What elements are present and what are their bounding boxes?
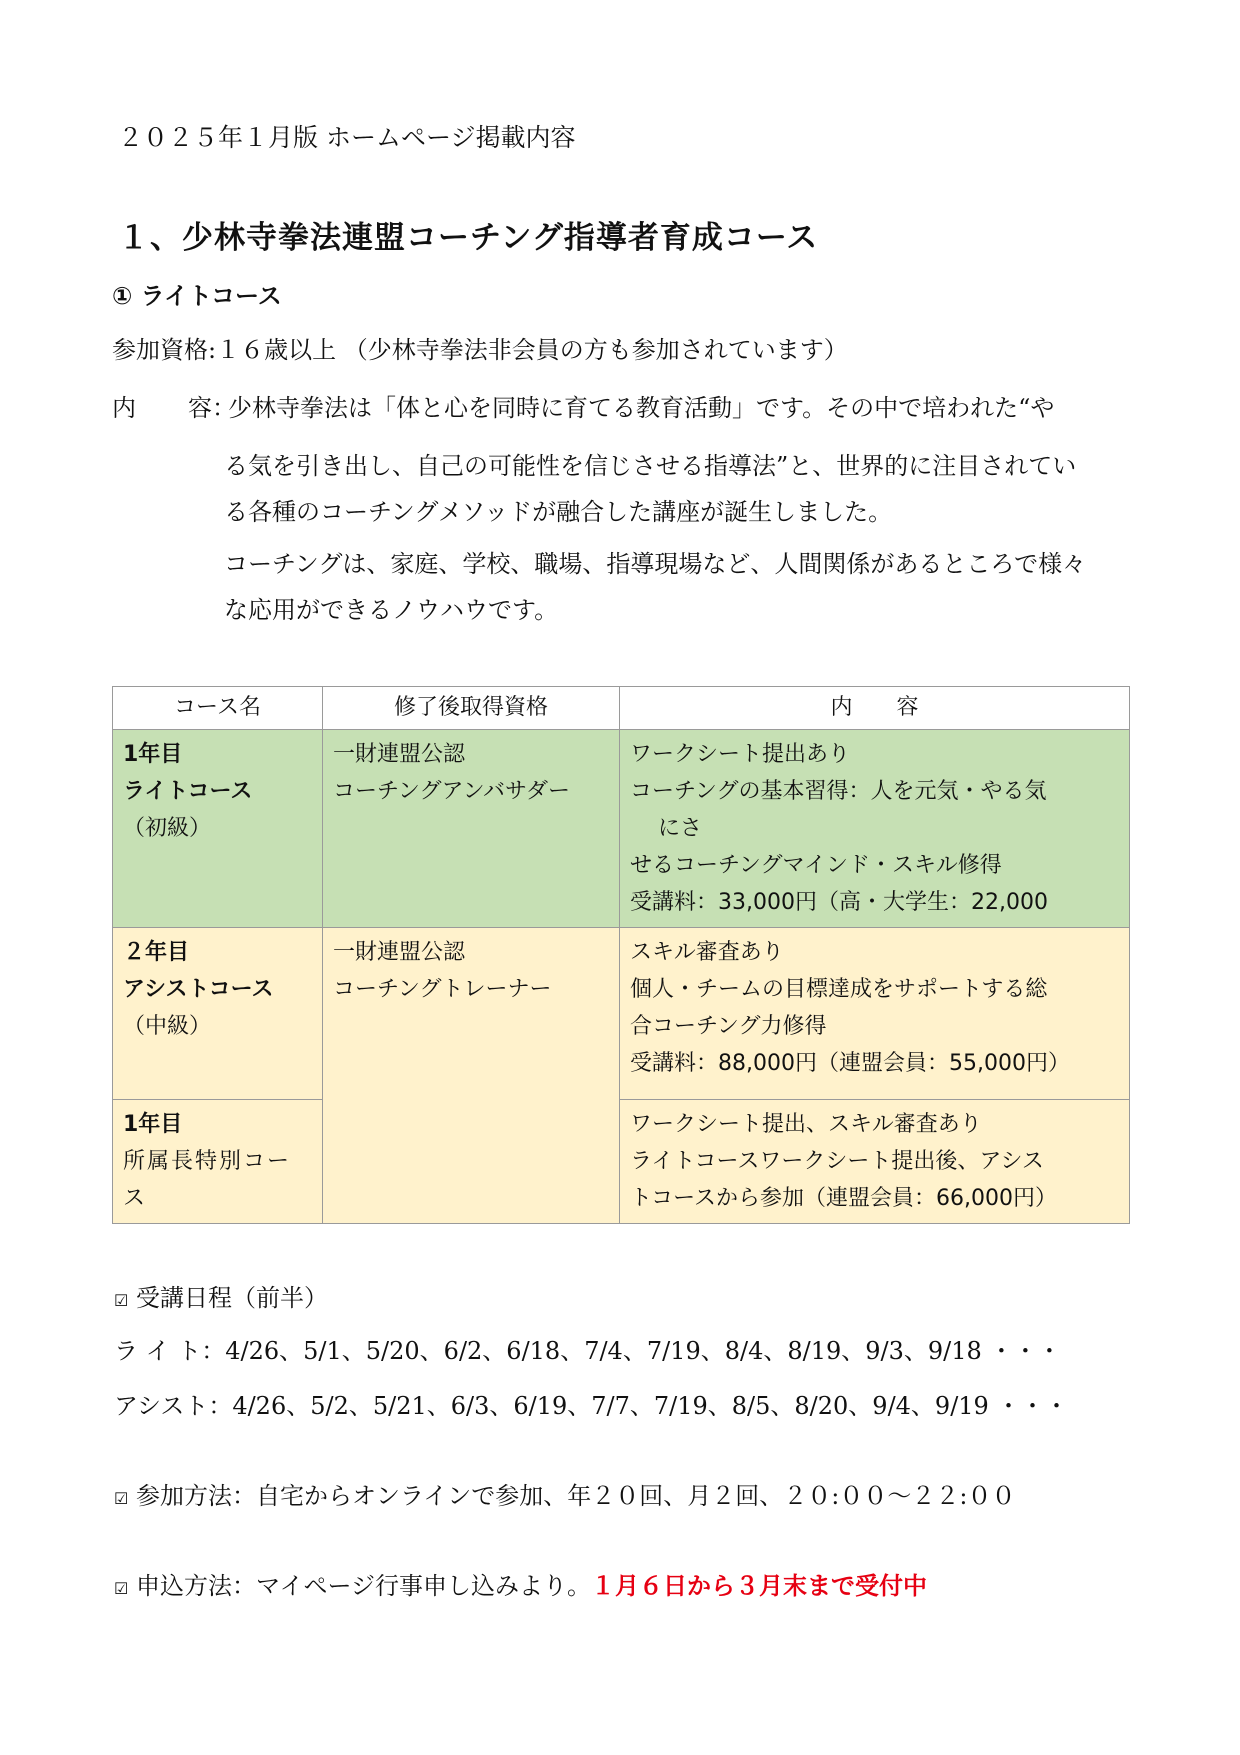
- eligibility-text: 参加資格:１６歳以上 （少林寺拳法非会員の方も参加されています）: [112, 336, 848, 364]
- content-line: な応用ができるノウハウです。: [224, 596, 559, 624]
- schedule-assist-dates: 4/26、5/2、5/21、6/3、6/19、7/7、7/19、8/5、8/20、9/4、9/19 ・・・: [232, 1392, 1069, 1420]
- course-table: [112, 686, 1130, 1224]
- course-name: アシストコース: [123, 977, 274, 1002]
- course-year: 1年目: [123, 742, 183, 767]
- content-line: コーチングは、家庭、学校、職場、指導現場など、人間関係があるところで様々: [224, 550, 1087, 578]
- course-name-cell: [113, 1100, 323, 1224]
- course-name-cell: [113, 928, 323, 1100]
- schedule-assist-label: アシスト：: [114, 1392, 233, 1420]
- course-level: （中級）: [123, 1014, 212, 1039]
- table-header-row: [113, 687, 1130, 730]
- course-year: 1年目: [123, 1112, 183, 1137]
- details-line: 受講料：33,000円（高・大学生：22,000: [630, 890, 1048, 915]
- content-label: [112, 388, 236, 423]
- application-method: [114, 1566, 927, 1601]
- participation-text: 参加方法：自宅からオンラインで参加、年２０回、月２回、２０:００～２２:００: [136, 1482, 1016, 1510]
- subsection-title: ① ライトコース: [112, 282, 282, 310]
- qualification-line: 一財連盟公認: [333, 940, 466, 965]
- course-level: （初級）: [123, 816, 212, 841]
- content-label-left: 内: [112, 394, 136, 422]
- schedule-light-dates: 4/26、5/1、5/20、6/2、6/18、7/4、7/19、8/4、8/19、9/3、9/18 ・・・: [225, 1337, 1062, 1365]
- section-title: １、少林寺拳法連盟コーチング指導者育成コース: [118, 220, 819, 256]
- content-line: る気を引き出し、自己の可能性を信じさせる指導法”と、世界的に注目されてい: [224, 452, 1077, 480]
- content-line: る各種のコーチングメソッドが融合した講座が誕生しました。: [224, 498, 893, 526]
- details-line: 合コーチング力修得: [630, 1014, 827, 1039]
- details-line: スキル審査あり: [630, 940, 784, 965]
- details-line-text: にさ: [658, 816, 703, 841]
- schedule-assist: [114, 1386, 1068, 1421]
- schedule-light-label: ラ イ ト：: [114, 1337, 226, 1365]
- application-text: 申込方法：マイページ行事申し込みより。: [136, 1572, 592, 1600]
- participation-method: [114, 1476, 1015, 1511]
- course-name: ライトコース: [123, 779, 253, 804]
- details-line: せるコーチングマインド・スキル修得: [630, 853, 1002, 878]
- course-name: 所属長特別コー: [123, 1149, 292, 1174]
- table-row: [113, 928, 1130, 1100]
- table-row: [113, 730, 1130, 928]
- details-cell: [620, 730, 1130, 928]
- qualification-cell: [323, 730, 620, 928]
- details-line: トコースから参加（連盟会員：66,000円）: [630, 1186, 1057, 1211]
- details-line: ワークシート提出、スキル審査あり: [630, 1112, 982, 1137]
- details-line: 受講料：88,000円（連盟会員：55,000円）: [630, 1051, 1070, 1076]
- checkbox-icon: ☑: [114, 1489, 129, 1508]
- qualification-line: コーチングトレーナー: [333, 977, 552, 1002]
- details-line: [630, 810, 1119, 847]
- qualification-line: 一財連盟公認: [333, 742, 466, 767]
- column-header-content: 内 容: [620, 687, 1130, 730]
- details-cell: [620, 928, 1130, 1100]
- schedule-title: [114, 1278, 328, 1313]
- checkbox-icon: ☑: [114, 1291, 129, 1310]
- details-line: コーチングの基本習得：人を元気・やる気: [630, 779, 1047, 804]
- details-line: 個人・チームの目標達成をサポートする総: [630, 977, 1048, 1002]
- table-row: [113, 1100, 1130, 1224]
- qualification-cell: [323, 928, 620, 1224]
- page-header: ２０２５年１月版 ホームページ掲載内容: [118, 123, 576, 152]
- course-name: ス: [123, 1186, 146, 1211]
- content-line: 少林寺拳法は「体と心を同時に育てる教育活動」です。その中で培われた“や: [228, 394, 1055, 422]
- checkbox-icon: ☑: [114, 1579, 129, 1598]
- schedule-light: [114, 1331, 1061, 1366]
- course-name-cell: [113, 730, 323, 928]
- schedule-title-text: 受講日程（前半）: [136, 1284, 328, 1312]
- details-cell: [620, 1100, 1130, 1224]
- content-label-right: 容：: [188, 394, 236, 422]
- column-header-course: コース名: [113, 687, 323, 730]
- column-header-qualification: 修了後取得資格: [323, 687, 620, 730]
- details-line: ライトコースワークシート提出後、アシス: [630, 1149, 1044, 1174]
- details-line: ワークシート提出あり: [630, 742, 851, 767]
- course-year: ２年目: [123, 940, 190, 965]
- qualification-line: コーチングアンバサダー: [333, 779, 570, 804]
- application-deadline: １月６日から３月末まで受付中: [591, 1571, 928, 1600]
